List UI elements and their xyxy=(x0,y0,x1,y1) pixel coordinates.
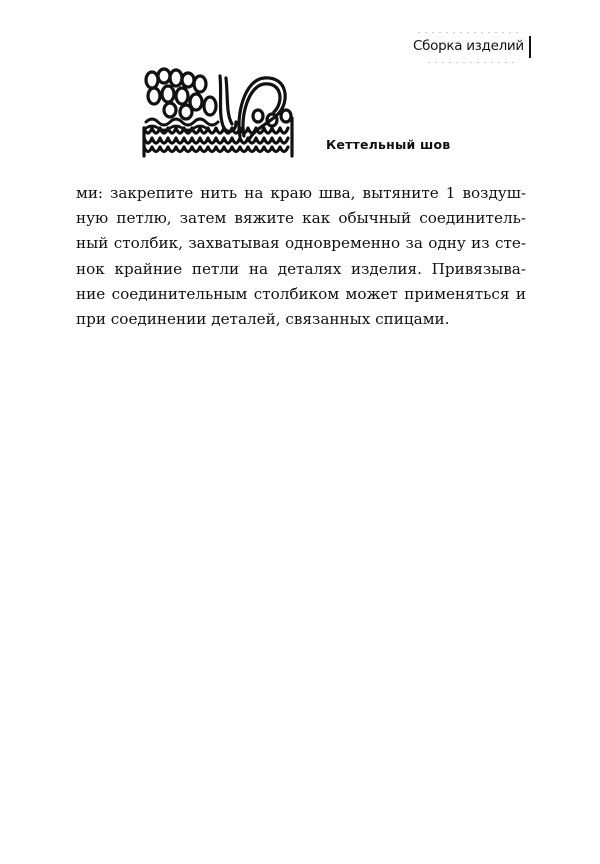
running-header xyxy=(413,34,531,58)
body-line: нок крайние петли на деталях изделия. Привязыва- xyxy=(76,259,526,278)
scan-noise-top xyxy=(418,32,518,33)
body-line: ми: закрепите нить на краю шва, вытяните 1 воздуш- xyxy=(76,184,526,202)
body-line: ние соединительным столбиком может применяться и xyxy=(76,284,526,303)
body-line: ную петлю, затем вяжите как обычный соединитель- xyxy=(76,209,526,228)
knitting-stitch-illustration xyxy=(140,66,296,158)
running-header-rule xyxy=(529,36,531,58)
body-line: при соединении деталей, связанных спицами. xyxy=(76,309,450,328)
body-paragraph xyxy=(76,181,526,332)
scan-noise-bottom xyxy=(428,62,518,63)
figure-caption: Кеттельный шов xyxy=(326,137,451,152)
running-header-title: Сборка изделий xyxy=(413,38,524,54)
body-line: ный столбик, захватывая одновременно за одну из сте- xyxy=(76,234,526,253)
